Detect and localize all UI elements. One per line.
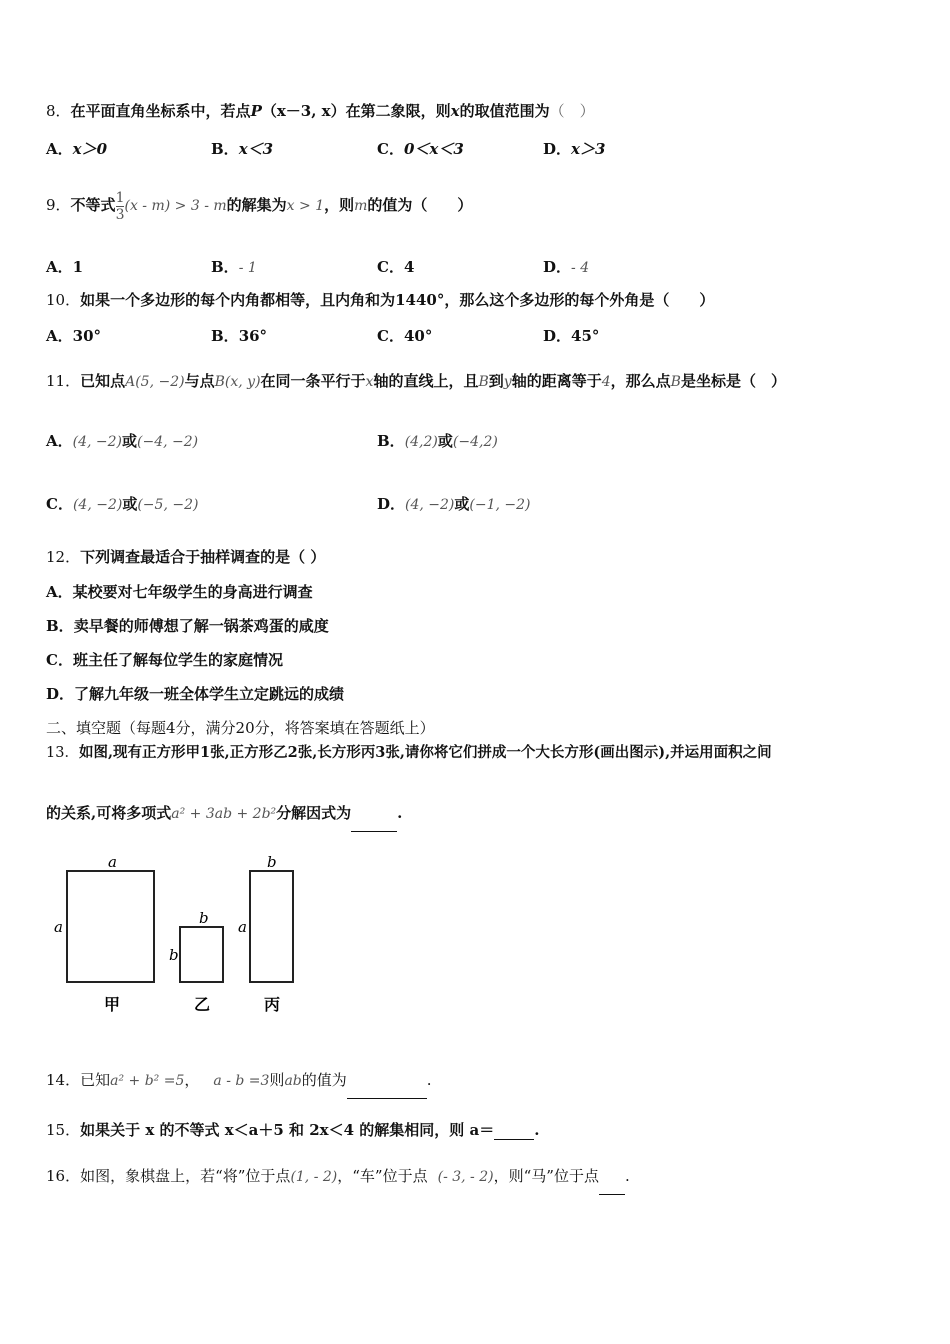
answer-blank[interactable] bbox=[347, 1082, 427, 1099]
option-d[interactable]: D．了解九年级一班全体学生立定跳远的成绩 bbox=[46, 685, 345, 703]
question-13: 13．如图,现有正方形甲1张,正方形乙2张,长方形丙3张,请你将它们拼成一个大长方形(画出图示),并运用面积之间 bbox=[46, 744, 772, 761]
option-d[interactable]: D．x＞3 bbox=[543, 140, 606, 158]
option-c[interactable]: C．0＜x＜3 bbox=[377, 140, 464, 158]
question-12: 12．下列调查最适合于抽样调查的是（ ） bbox=[46, 548, 326, 566]
question-13-line2: 的关系,可将多项式a² + 3ab + 2b²分解因式为 . bbox=[46, 795, 402, 832]
option-a[interactable]: A．1 bbox=[46, 258, 84, 276]
label-a-left: a bbox=[54, 918, 63, 936]
question-14: 14．已知a² + b² =5， a - b =3则ab的值为 . bbox=[46, 1062, 432, 1099]
rectangles-figure bbox=[46, 850, 316, 1020]
square-jia bbox=[67, 871, 154, 982]
label-b-top: b bbox=[199, 909, 209, 927]
option-c[interactable]: C．班主任了解每位学生的家庭情况 bbox=[46, 651, 283, 669]
option-b[interactable]: B．- 1 bbox=[211, 258, 257, 276]
question-16: 16．如图，象棋盘上，若“将”位于点(1, - 2)，“车”位于点 (- 3, - 2)，则“马”位于点 . bbox=[46, 1158, 630, 1195]
label-yi: 乙 bbox=[194, 995, 211, 1014]
option-b[interactable]: B．卖早餐的师傅想了解一锅茶鸡蛋的咸度 bbox=[46, 617, 329, 635]
option-c[interactable]: C．40° bbox=[377, 327, 433, 345]
answer-blank[interactable] bbox=[599, 1178, 625, 1195]
question-8: 8．在平面直角坐标系中，若点P（x－3, x）在第二象限，则x的取值范围为（ ） bbox=[46, 102, 595, 120]
label-bing: 丙 bbox=[264, 995, 281, 1014]
option-d[interactable]: D．- 4 bbox=[543, 258, 590, 276]
question-11: 11．已知点A(5, −2)与点B(x, y)在同一条平行于x轴的直线上，且B到y轴的距离等于4，那么点B是坐标是（ ） bbox=[46, 372, 786, 390]
question-number: 8． bbox=[46, 102, 71, 120]
option-a[interactable]: A．x＞0 bbox=[46, 140, 108, 158]
option-a[interactable]: A．(4, −2)或(−4, −2) bbox=[46, 432, 199, 450]
answer-blank[interactable] bbox=[494, 1123, 534, 1140]
option-a[interactable]: A．30° bbox=[46, 327, 102, 345]
question-15: 15．如果关于 x 的不等式 x＜a＋5 和 2x＜4 的解集相同，则 a＝ . bbox=[46, 1121, 540, 1139]
label-c-left: a bbox=[238, 918, 247, 936]
option-c[interactable]: C．4 bbox=[377, 258, 415, 276]
label-c-top: b bbox=[267, 853, 277, 871]
label-b-left: b bbox=[169, 946, 179, 964]
option-d[interactable]: D．(4, −2)或(−1, −2) bbox=[377, 495, 531, 513]
section-heading: 二、填空题（每题4分，满分20分，将答案填在答题纸上） bbox=[46, 719, 435, 737]
option-c[interactable]: C．(4, −2)或(−5, −2) bbox=[46, 495, 199, 513]
question-9: 9．不等式 $\frac{1}{3}$ (x - m) > 3 - m的解集为x > 1，则m的值为（ ） bbox=[46, 189, 473, 223]
option-d[interactable]: D．45° bbox=[543, 327, 600, 345]
label-jia: 甲 bbox=[104, 995, 121, 1014]
option-b[interactable]: B．(4,2)或(−4,2) bbox=[377, 432, 498, 450]
answer-blank[interactable] bbox=[351, 815, 397, 832]
fraction: $\frac{1}{3}$ bbox=[115, 189, 125, 223]
option-b[interactable]: B．36° bbox=[211, 327, 268, 345]
square-yi bbox=[180, 927, 223, 982]
option-b[interactable]: B．x＜3 bbox=[211, 140, 274, 158]
question-10: 10．如果一个多边形的每个内角都相等，且内角和为1440°，那么这个多边形的每个外角是（ ） bbox=[46, 291, 715, 309]
rect-bing bbox=[250, 871, 293, 982]
label-a-top: a bbox=[108, 853, 117, 871]
option-a[interactable]: A．某校要对七年级学生的身高进行调查 bbox=[46, 583, 313, 601]
